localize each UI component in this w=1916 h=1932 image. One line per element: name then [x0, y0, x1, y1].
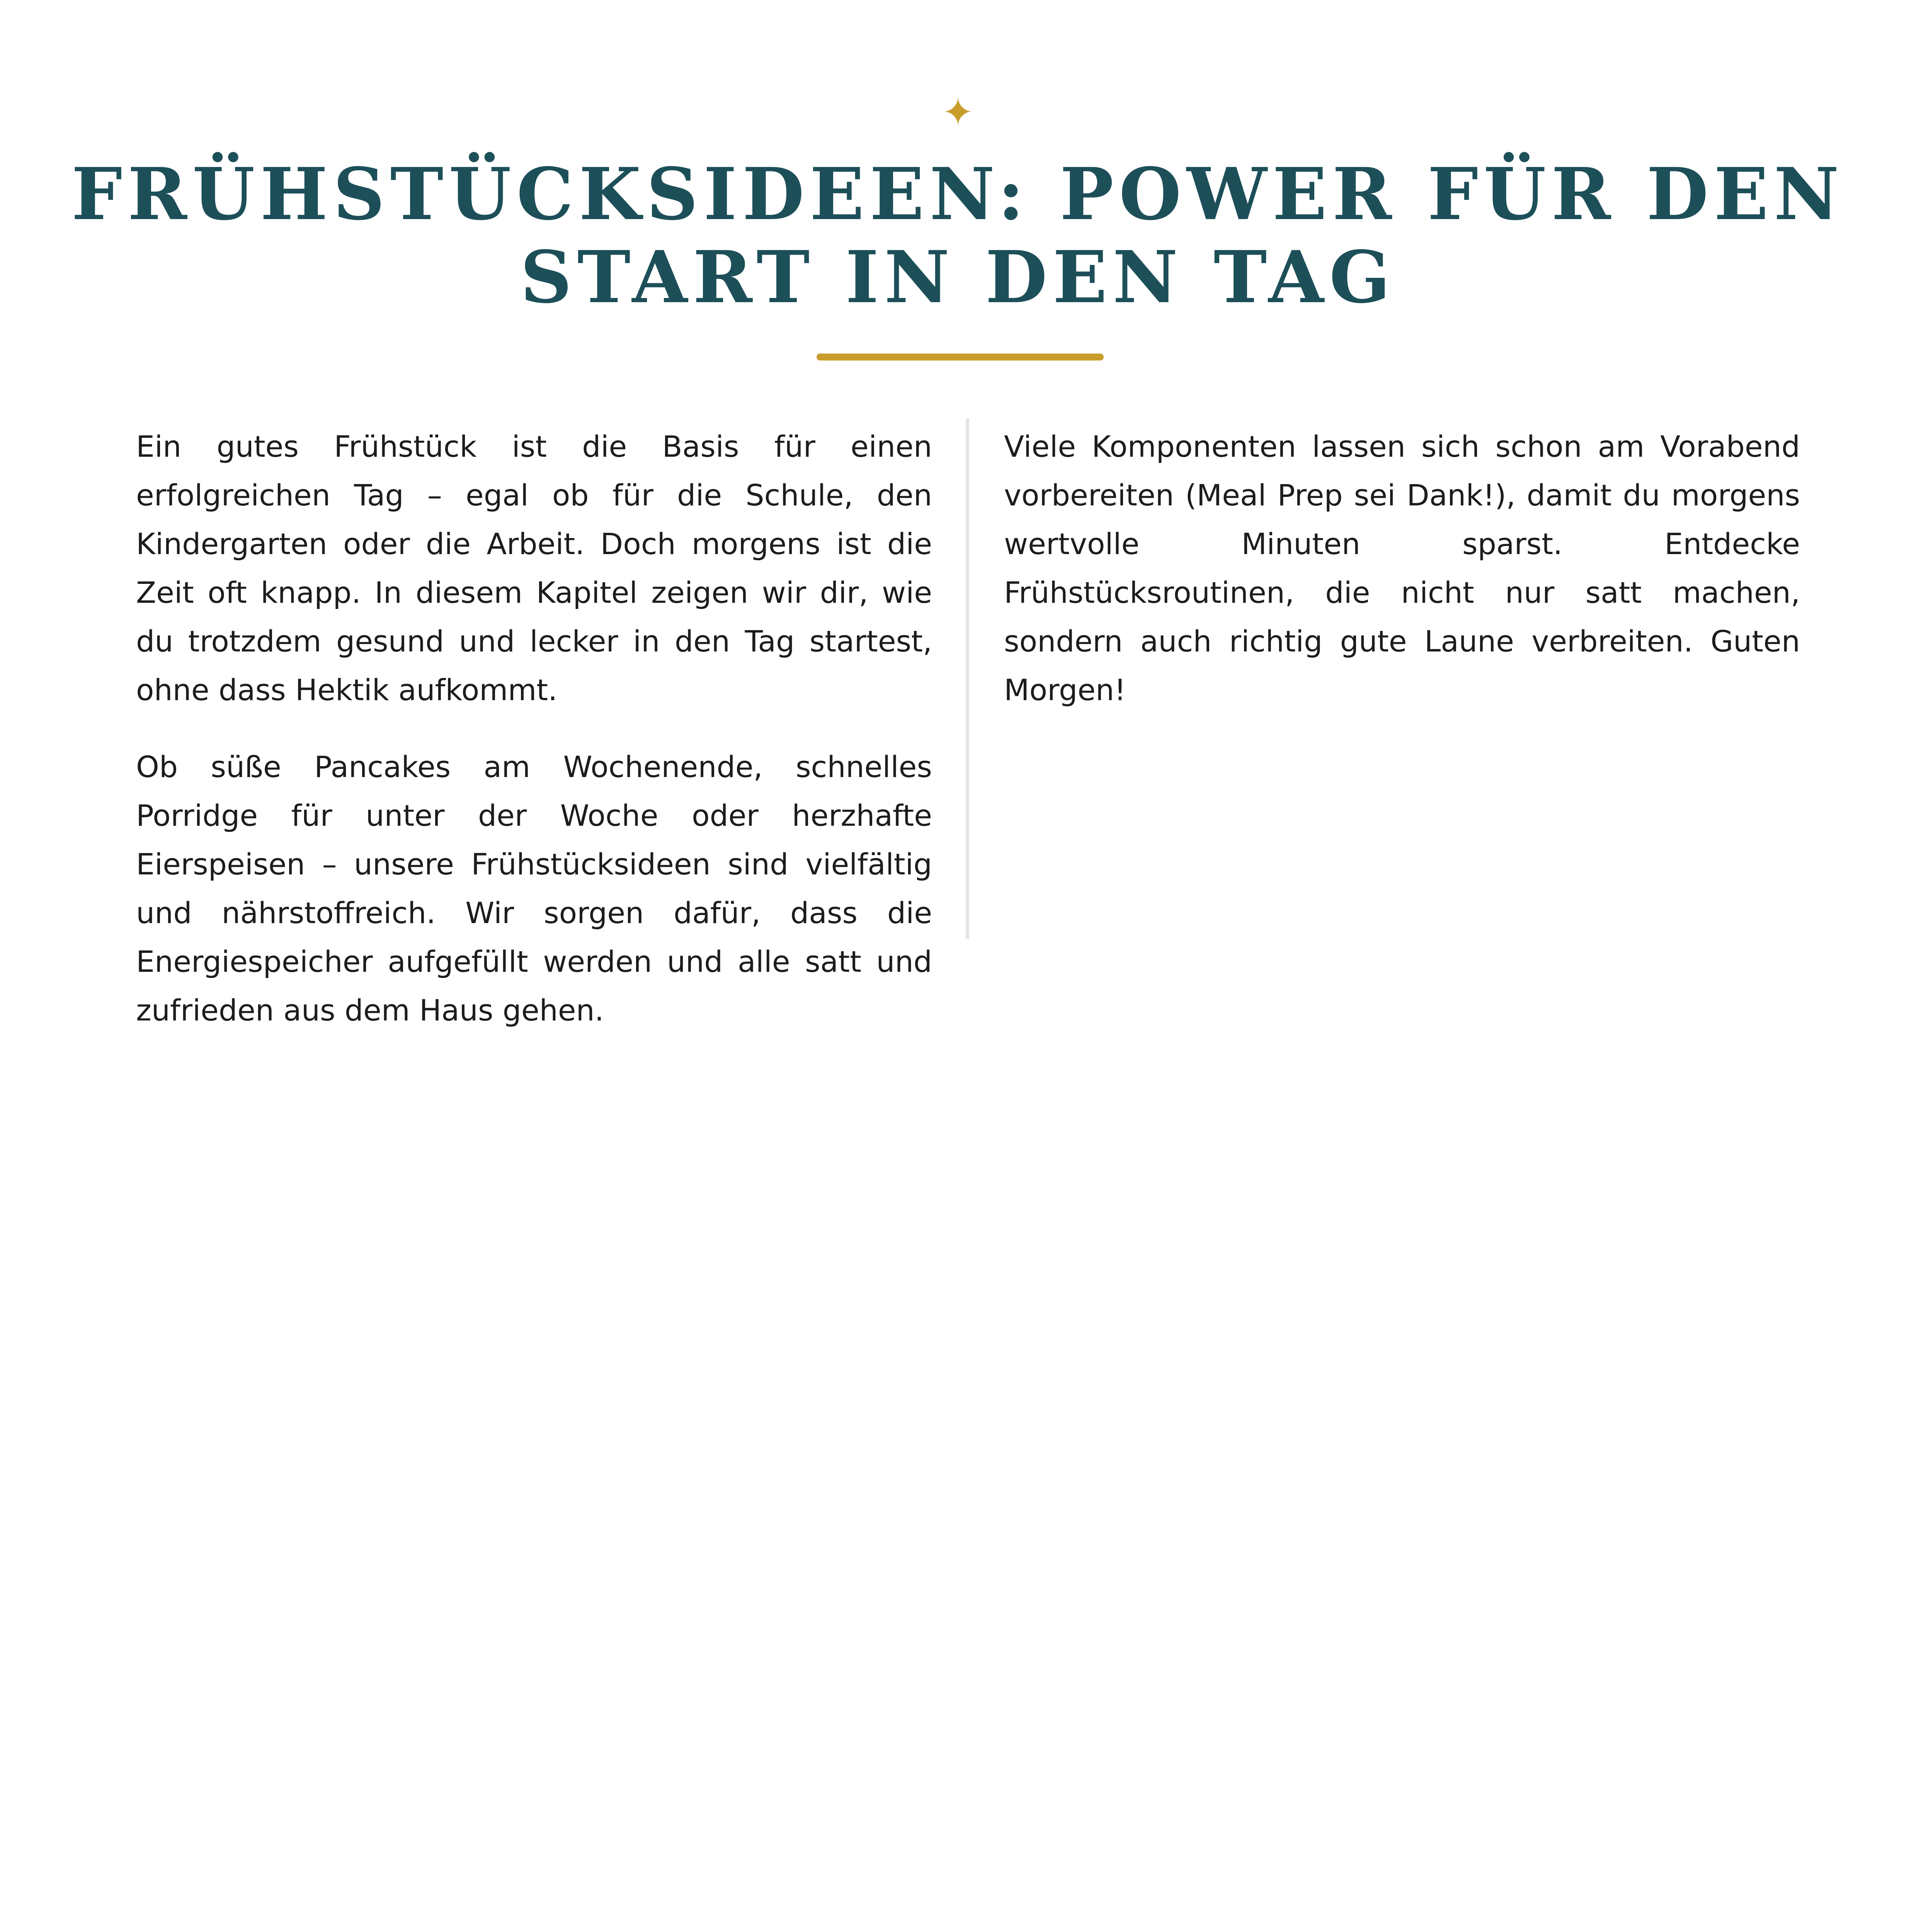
intro-paragraph: Ein gutes Frühstück ist die Basis für einen erfolgreichen Tag – egal ob für die Schule, den Kindergarten oder die Arbeit. Doch morgens ist die Zeit oft knapp. In diesem Kapitel zeigen wir dir, wie du trotzdem gesund und lecker in den Tag startest, ohne dass Hektik aufkommt.	[136, 429, 932, 707]
variety-paragraph: Ob süße Pancakes am Wochenende, schnelles Porridge für unter der Woche oder herzhafte Eierspeisen – unsere Frühstücksideen sind vielfältig und nährstoffreich. Wir sorgen dafür, dass die Energiespeicher aufgefüllt werden und alle satt und zufrieden aus dem Haus gehen.	[136, 750, 932, 1027]
left-text-column	[136, 422, 932, 1063]
column-divider	[966, 418, 969, 939]
right-text-column	[1004, 422, 1800, 743]
star-ornament-icon: ✦	[942, 90, 974, 135]
title-line-2: START IN DEN TAG	[520, 235, 1396, 319]
meal-prep-paragraph: Viele Komponenten lassen sich schon am Vorabend vorbereiten (Meal Prep sei Dank!), damit du morgens wertvolle Minuten sparst. Entdecke Frühstücksroutinen, die nicht nur satt machen, sondern auch richtig gute Laune verbreiten. Guten Morgen!	[1004, 429, 1800, 707]
title-underline	[817, 354, 1104, 361]
page-title	[0, 153, 1916, 319]
title-line-1: FRÜHSTÜCKSIDEEN: POWER FÜR DEN	[71, 152, 1845, 236]
